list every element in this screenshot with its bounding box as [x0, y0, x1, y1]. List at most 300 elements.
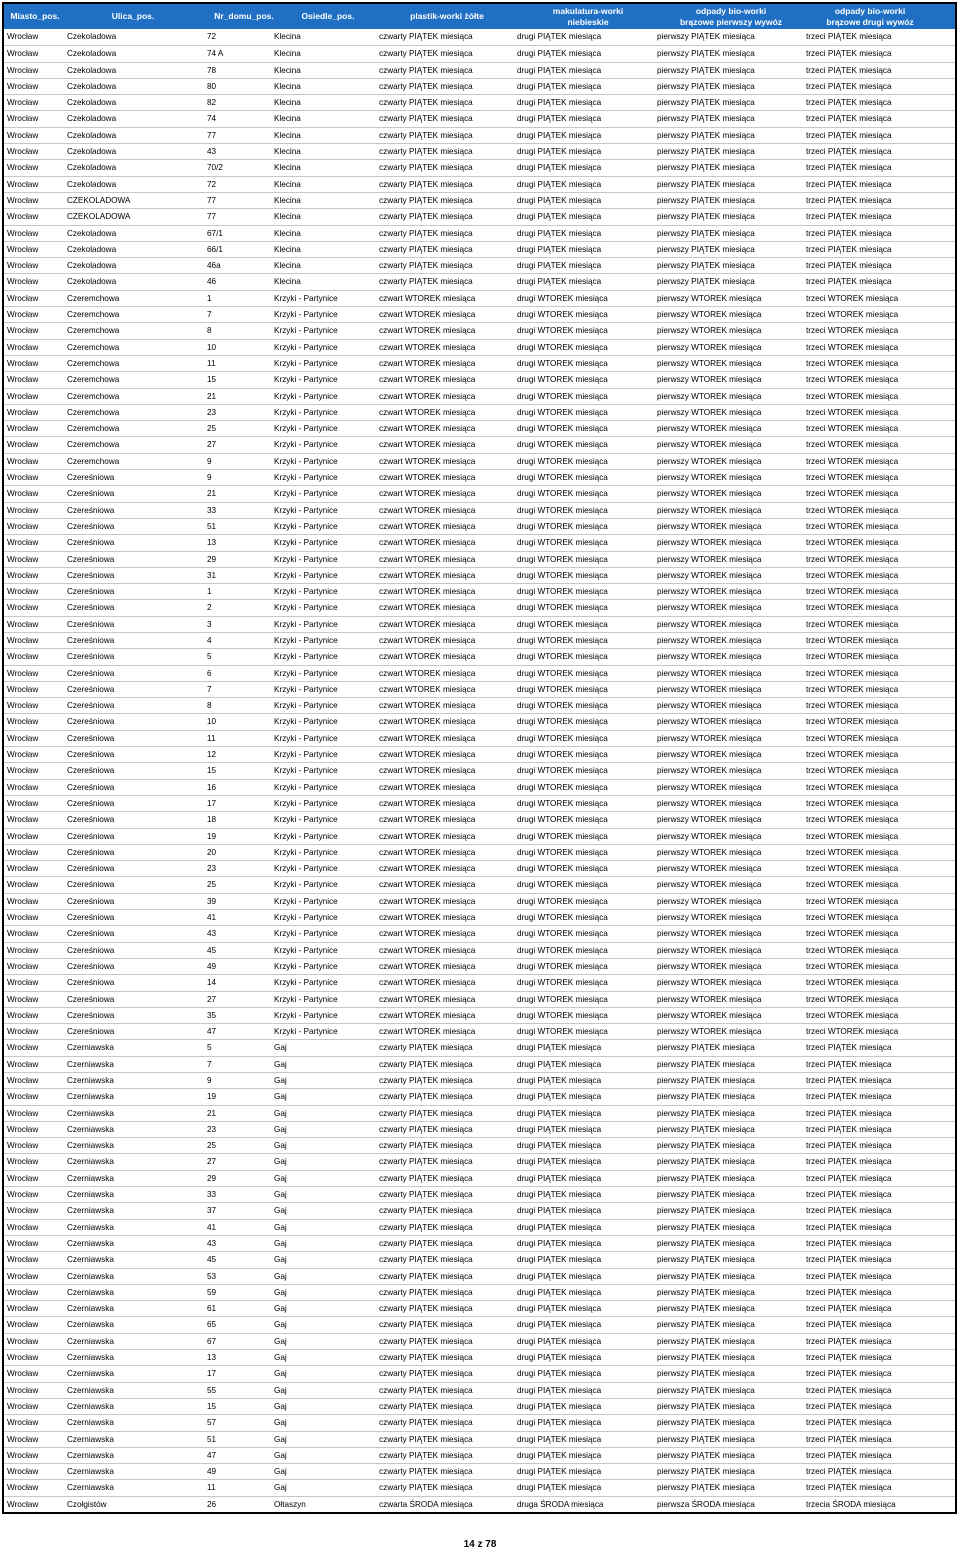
cell-ulica: Czerniawska: [67, 1222, 114, 1232]
cell-miasto: Wrocław: [7, 1450, 39, 1460]
cell-miasto: Wrocław: [7, 1010, 39, 1020]
cell-osiedle: Krzyki - Partynice: [274, 978, 338, 988]
cell-bio-pierwszy: pierwszy PIĄTEK miesiąca: [657, 1271, 755, 1281]
table-row: [4, 762, 955, 778]
cell-nr-domu: 37: [207, 1206, 217, 1216]
cell-osiedle: Krzyki - Partynice: [274, 619, 338, 629]
cell-bio-drugi: trzeci PIĄTEK miesiąca: [806, 98, 892, 108]
cell-nr-domu: 41: [207, 1222, 217, 1232]
cell-nr-domu: 57: [207, 1418, 217, 1428]
cell-bio-pierwszy: pierwszy PIĄTEK miesiąca: [657, 1483, 755, 1493]
header-bio-drugi: odpady bio-worki brązowe drugi wywóz: [826, 5, 914, 27]
cell-makulatura: drugi PIĄTEK miesiąca: [517, 65, 602, 75]
cell-makulatura: drugi WTOREK miesiąca: [517, 684, 608, 694]
cell-nr-domu: 19: [207, 1092, 217, 1102]
cell-plastik: czwarty PIĄTEK miesiąca: [379, 1124, 473, 1134]
cell-bio-drugi: trzeci WTOREK miesiąca: [806, 750, 899, 760]
cell-ulica: Czereśniowa: [67, 570, 115, 580]
cell-bio-pierwszy: pierwszy PIĄTEK miesiąca: [657, 1385, 755, 1395]
cell-bio-pierwszy: pierwszy WTOREK miesiąca: [657, 505, 762, 515]
cell-bio-drugi: trzeci WTOREK miesiąca: [806, 782, 899, 792]
cell-nr-domu: 43: [207, 147, 217, 157]
cell-bio-drugi: trzeci WTOREK miesiąca: [806, 326, 899, 336]
cell-makulatura: drugi PIĄTEK miesiąca: [517, 244, 602, 254]
cell-makulatura: drugi WTOREK miesiąca: [517, 913, 608, 923]
cell-osiedle: Gaj: [274, 1401, 287, 1411]
cell-bio-drugi: trzeci PIĄTEK miesiąca: [806, 1059, 892, 1069]
cell-osiedle: Krzyki - Partynice: [274, 310, 338, 320]
cell-bio-pierwszy: pierwszy PIĄTEK miesiąca: [657, 1206, 755, 1216]
cell-osiedle: Krzyki - Partynice: [274, 391, 338, 401]
cell-miasto: Wrocław: [7, 1092, 39, 1102]
cell-plastik: czwarty PIĄTEK miesiąca: [379, 1206, 473, 1216]
cell-nr-domu: 53: [207, 1271, 217, 1281]
table-row: [4, 1186, 955, 1202]
cell-miasto: Wrocław: [7, 831, 39, 841]
cell-bio-drugi: trzeci PIĄTEK miesiąca: [806, 1336, 892, 1346]
cell-ulica: Czereśniowa: [67, 733, 115, 743]
cell-plastik: czwart WTOREK miesiąca: [379, 652, 476, 662]
cell-nr-domu: 13: [207, 1353, 217, 1363]
cell-nr-domu: 21: [207, 489, 217, 499]
cell-miasto: Wrocław: [7, 424, 39, 434]
cell-bio-drugi: trzeci PIĄTEK miesiąca: [806, 1043, 892, 1053]
cell-plastik: czwarty PIĄTEK miesiąca: [379, 212, 473, 222]
cell-plastik: czwart WTOREK miesiąca: [379, 733, 476, 743]
cell-makulatura: drugi PIĄTEK miesiąca: [517, 1467, 602, 1477]
cell-nr-domu: 21: [207, 1108, 217, 1118]
cell-nr-domu: 49: [207, 961, 217, 971]
cell-bio-drugi: trzeci WTOREK miesiąca: [806, 815, 899, 825]
table-row: [4, 143, 955, 159]
cell-osiedle: Gaj: [274, 1141, 287, 1151]
table-row: [4, 1398, 955, 1414]
table-row: [4, 1349, 955, 1365]
cell-bio-drugi: trzeci PIĄTEK miesiąca: [806, 1255, 892, 1265]
cell-ulica: Czeremchowa: [67, 310, 120, 320]
cell-bio-drugi: trzeci PIĄTEK miesiąca: [806, 1353, 892, 1363]
cell-nr-domu: 11: [207, 358, 216, 368]
cell-bio-drugi: trzeci PIĄTEK miesiąca: [806, 130, 892, 140]
cell-miasto: Wrocław: [7, 49, 39, 59]
cell-miasto: Wrocław: [7, 635, 39, 645]
cell-miasto: Wrocław: [7, 554, 39, 564]
table-row: [4, 306, 955, 322]
cell-nr-domu: 6: [207, 668, 212, 678]
cell-osiedle: Krzyki - Partynice: [274, 945, 338, 955]
cell-nr-domu: 35: [207, 1010, 217, 1020]
cell-bio-pierwszy: pierwszy WTOREK miesiąca: [657, 342, 762, 352]
cell-bio-drugi: trzeci PIĄTEK miesiąca: [806, 1092, 892, 1102]
cell-bio-drugi: trzeci PIĄTEK miesiąca: [806, 114, 892, 124]
cell-osiedle: Krzyki - Partynice: [274, 750, 338, 760]
cell-plastik: czwarty PIĄTEK miesiąca: [379, 32, 473, 41]
cell-ulica: Czeremchowa: [67, 293, 120, 303]
cell-miasto: Wrocław: [7, 1141, 39, 1151]
cell-ulica: Czerniawska: [67, 1369, 114, 1379]
cell-ulica: Czerniawska: [67, 1353, 114, 1363]
cell-bio-drugi: trzeci PIĄTEK miesiąca: [806, 1206, 892, 1216]
cell-bio-pierwszy: pierwszy PIĄTEK miesiąca: [657, 1401, 755, 1411]
cell-miasto: Wrocław: [7, 1483, 39, 1493]
cell-miasto: Wrocław: [7, 358, 39, 368]
schedule-table: [2, 2, 957, 1514]
cell-nr-domu: 10: [207, 342, 217, 352]
cell-osiedle: Krzyki - Partynice: [274, 847, 338, 857]
cell-osiedle: Gaj: [274, 1353, 287, 1363]
cell-plastik: czwarty PIĄTEK miesiąca: [379, 244, 473, 254]
cell-makulatura: drugi PIĄTEK miesiąca: [517, 1353, 602, 1363]
cell-ulica: Czekoladowa: [67, 49, 117, 59]
table-row: [4, 45, 955, 61]
cell-bio-pierwszy: pierwszy PIĄTEK miesiąca: [657, 1222, 755, 1232]
cell-bio-pierwszy: pierwszy PIĄTEK miesiąca: [657, 1369, 755, 1379]
cell-osiedle: Gaj: [274, 1076, 287, 1085]
cell-osiedle: Klecina: [274, 277, 301, 287]
cell-bio-drugi: trzeci PIĄTEK miesiąca: [806, 1369, 892, 1379]
cell-osiedle: Gaj: [274, 1108, 287, 1118]
cell-ulica: Czekoladowa: [67, 65, 117, 75]
cell-miasto: Wrocław: [7, 489, 39, 499]
cell-osiedle: Krzyki - Partynice: [274, 880, 338, 890]
cell-nr-domu: 8: [207, 326, 212, 336]
cell-nr-domu: 17: [207, 1369, 217, 1379]
cell-plastik: czwarty PIĄTEK miesiąca: [379, 1222, 473, 1232]
cell-makulatura: drugi PIĄTEK miesiąca: [517, 1043, 602, 1053]
cell-ulica: Czerniawska: [67, 1141, 114, 1151]
cell-nr-domu: 9: [207, 456, 212, 466]
cell-ulica: CZEKOLADOWA: [67, 212, 131, 222]
cell-osiedle: Klecina: [274, 98, 301, 108]
cell-ulica: Czerniawska: [67, 1418, 114, 1428]
cell-bio-drugi: trzeci PIĄTEK miesiąca: [806, 1320, 892, 1330]
cell-bio-drugi: trzeci PIĄTEK miesiąca: [806, 1222, 892, 1232]
cell-ulica: Czereśniowa: [67, 684, 115, 694]
cell-bio-pierwszy: pierwszy WTOREK miesiąca: [657, 929, 762, 939]
table-row: [4, 599, 955, 615]
cell-bio-pierwszy: pierwszy PIĄTEK miesiąca: [657, 1304, 755, 1314]
cell-osiedle: Krzyki - Partynice: [274, 635, 338, 645]
cell-plastik: czwarty PIĄTEK miesiąca: [379, 1043, 473, 1053]
table-row: [4, 1251, 955, 1267]
cell-miasto: Wrocław: [7, 603, 39, 613]
cell-bio-pierwszy: pierwszy WTOREK miesiąca: [657, 489, 762, 499]
cell-nr-domu: 46a: [207, 261, 221, 271]
cell-plastik: czwarty PIĄTEK miesiąca: [379, 1369, 473, 1379]
cell-bio-pierwszy: pierwszy PIĄTEK miesiąca: [657, 1353, 755, 1363]
cell-bio-drugi: trzeci PIĄTEK miesiąca: [806, 1450, 892, 1460]
cell-bio-drugi: trzeci PIĄTEK miesiąca: [806, 163, 892, 173]
cell-osiedle: Klecina: [274, 163, 301, 173]
cell-plastik: czwarty PIĄTEK miesiąca: [379, 1385, 473, 1395]
cell-makulatura: drugi WTOREK miesiąca: [517, 375, 608, 385]
cell-plastik: czwart WTOREK miesiąca: [379, 310, 476, 320]
cell-ulica: Czerniawska: [67, 1124, 114, 1134]
cell-makulatura: drugi PIĄTEK miesiąca: [517, 1190, 602, 1200]
cell-plastik: czwart WTOREK miesiąca: [379, 782, 476, 792]
cell-osiedle: Krzyki - Partynice: [274, 521, 338, 531]
cell-miasto: Wrocław: [7, 1418, 39, 1428]
table-row: [4, 697, 955, 713]
cell-bio-drugi: trzeci PIĄTEK miesiąca: [806, 1304, 892, 1314]
cell-plastik: czwarty PIĄTEK miesiąca: [379, 261, 473, 271]
cell-plastik: czwarty PIĄTEK miesiąca: [379, 1271, 473, 1281]
table-row: [4, 94, 955, 110]
cell-ulica: Czeremchowa: [67, 375, 120, 385]
cell-osiedle: Gaj: [274, 1320, 287, 1330]
cell-bio-pierwszy: pierwszy PIĄTEK miesiąca: [657, 1238, 755, 1248]
cell-osiedle: Krzyki - Partynice: [274, 684, 338, 694]
cell-bio-drugi: trzeci PIĄTEK miesiąca: [806, 1271, 892, 1281]
cell-miasto: Wrocław: [7, 261, 39, 271]
cell-nr-domu: 59: [207, 1287, 217, 1297]
cell-makulatura: drugi PIĄTEK miesiąca: [517, 1450, 602, 1460]
cell-miasto: Wrocław: [7, 326, 39, 336]
cell-osiedle: Krzyki - Partynice: [274, 358, 338, 368]
table-row: [4, 795, 955, 811]
cell-makulatura: drugi PIĄTEK miesiąca: [517, 1108, 602, 1118]
cell-nr-domu: 55: [207, 1385, 217, 1395]
cell-makulatura: drugi WTOREK miesiąca: [517, 864, 608, 874]
cell-plastik: czwart WTOREK miesiąca: [379, 929, 476, 939]
cell-ulica: Czekoladowa: [67, 261, 117, 271]
cell-makulatura: drugi WTOREK miesiąca: [517, 407, 608, 417]
cell-makulatura: drugi WTOREK miesiąca: [517, 587, 608, 597]
cell-nr-domu: 13: [207, 538, 217, 548]
cell-ulica: Czereśniowa: [67, 652, 115, 662]
cell-ulica: Czereśniowa: [67, 473, 115, 483]
cell-ulica: Czerniawska: [67, 1108, 114, 1118]
table-row: [4, 1268, 955, 1284]
cell-bio-pierwszy: pierwszy PIĄTEK miesiąca: [657, 179, 755, 189]
cell-miasto: Wrocław: [7, 1499, 39, 1509]
cell-ulica: Czerniawska: [67, 1043, 114, 1053]
cell-osiedle: Krzyki - Partynice: [274, 929, 338, 939]
cell-miasto: Wrocław: [7, 945, 39, 955]
cell-bio-drugi: trzeci WTOREK miesiąca: [806, 293, 899, 303]
cell-makulatura: drugi PIĄTEK miesiąca: [517, 1304, 602, 1314]
cell-bio-pierwszy: pierwszy WTOREK miesiąca: [657, 326, 762, 336]
cell-ulica: Czekoladowa: [67, 32, 117, 41]
cell-makulatura: drugi WTOREK miesiąca: [517, 310, 608, 320]
cell-osiedle: Gaj: [274, 1304, 287, 1314]
cell-nr-domu: 14: [207, 978, 217, 988]
cell-nr-domu: 25: [207, 424, 217, 434]
table-row: [4, 241, 955, 257]
cell-osiedle: Gaj: [274, 1043, 287, 1053]
cell-bio-pierwszy: pierwszy WTOREK miesiąca: [657, 668, 762, 678]
cell-ulica: Czereśniowa: [67, 815, 115, 825]
cell-makulatura: drugi WTOREK miesiąca: [517, 293, 608, 303]
cell-makulatura: drugi WTOREK miesiąca: [517, 766, 608, 776]
cell-miasto: Wrocław: [7, 521, 39, 531]
cell-makulatura: drugi PIĄTEK miesiąca: [517, 114, 602, 124]
cell-bio-pierwszy: pierwszy WTOREK miesiąca: [657, 440, 762, 450]
cell-makulatura: drugi WTOREK miesiąca: [517, 440, 608, 450]
table-row: [4, 420, 955, 436]
cell-nr-domu: 8: [207, 701, 212, 711]
cell-bio-drugi: trzeci WTOREK miesiąca: [806, 635, 899, 645]
cell-ulica: Czerniawska: [67, 1385, 114, 1395]
cell-nr-domu: 20: [207, 847, 217, 857]
table-row: [4, 648, 955, 664]
table-row: [4, 453, 955, 469]
cell-osiedle: Gaj: [274, 1157, 287, 1167]
cell-ulica: Czereśniowa: [67, 489, 115, 499]
cell-bio-pierwszy: pierwszy PIĄTEK miesiąca: [657, 1287, 755, 1297]
cell-nr-domu: 65: [207, 1320, 217, 1330]
cell-osiedle: Krzyki - Partynice: [274, 1027, 338, 1037]
cell-osiedle: Krzyki - Partynice: [274, 326, 338, 336]
cell-miasto: Wrocław: [7, 277, 39, 287]
cell-miasto: Wrocław: [7, 798, 39, 808]
cell-osiedle: Krzyki - Partynice: [274, 342, 338, 352]
cell-miasto: Wrocław: [7, 310, 39, 320]
cell-bio-drugi: trzeci PIĄTEK miesiąca: [806, 1467, 892, 1477]
cell-bio-pierwszy: pierwszy PIĄTEK miesiąca: [657, 244, 755, 254]
cell-ulica: Czereśniowa: [67, 929, 115, 939]
cell-plastik: czwart WTOREK miesiąca: [379, 456, 476, 466]
cell-makulatura: drugi WTOREK miesiąca: [517, 603, 608, 613]
table-row: [4, 62, 955, 78]
cell-makulatura: drugi WTOREK miesiąca: [517, 424, 608, 434]
table-row: [4, 1137, 955, 1153]
cell-osiedle: Krzyki - Partynice: [274, 961, 338, 971]
cell-nr-domu: 80: [207, 81, 217, 91]
cell-miasto: Wrocław: [7, 1059, 39, 1069]
table-row: [4, 469, 955, 485]
cell-plastik: czwart WTOREK miesiąca: [379, 440, 476, 450]
cell-ulica: Czeremchowa: [67, 391, 120, 401]
cell-miasto: Wrocław: [7, 570, 39, 580]
cell-ulica: Czerniawska: [67, 1059, 114, 1069]
cell-osiedle: Klecina: [274, 179, 301, 189]
cell-ulica: Czekoladowa: [67, 81, 117, 91]
cell-miasto: Wrocław: [7, 978, 39, 988]
cell-plastik: czwarty PIĄTEK miesiąca: [379, 130, 473, 140]
cell-bio-drugi: trzeci PIĄTEK miesiąca: [806, 1434, 892, 1444]
cell-bio-pierwszy: pierwszy PIĄTEK miesiąca: [657, 130, 755, 140]
cell-plastik: czwarty PIĄTEK miesiąca: [379, 1336, 473, 1346]
table-row: [4, 1284, 955, 1300]
cell-osiedle: Krzyki - Partynice: [274, 668, 338, 678]
cell-plastik: czwarty PIĄTEK miesiąca: [379, 1059, 473, 1069]
cell-makulatura: drugi WTOREK miesiąca: [517, 733, 608, 743]
cell-ulica: Czereśniowa: [67, 1027, 115, 1037]
table-row: [4, 909, 955, 925]
cell-bio-pierwszy: pierwszy WTOREK miesiąca: [657, 978, 762, 988]
cell-ulica: Czereśniowa: [67, 538, 115, 548]
cell-nr-domu: 33: [207, 505, 217, 515]
table-row: [4, 1072, 955, 1088]
cell-bio-drugi: trzeci PIĄTEK miesiąca: [806, 1108, 892, 1118]
cell-plastik: czwart WTOREK miesiąca: [379, 326, 476, 336]
cell-osiedle: Gaj: [274, 1369, 287, 1379]
cell-osiedle: Gaj: [274, 1434, 287, 1444]
cell-plastik: czwart WTOREK miesiąca: [379, 424, 476, 434]
cell-ulica: Czereśniowa: [67, 847, 115, 857]
cell-osiedle: Krzyki - Partynice: [274, 554, 338, 564]
header-nr-domu: Nr_domu_pos.: [214, 11, 274, 21]
cell-bio-pierwszy: pierwszy PIĄTEK miesiąca: [657, 1255, 755, 1265]
cell-ulica: Czeremchowa: [67, 326, 120, 336]
cell-makulatura: drugi PIĄTEK miesiąca: [517, 1369, 602, 1379]
table-row: [4, 1202, 955, 1218]
cell-plastik: czwarty PIĄTEK miesiąca: [379, 1401, 473, 1411]
cell-osiedle: Gaj: [274, 1336, 287, 1346]
cell-makulatura: drugi WTOREK miesiąca: [517, 554, 608, 564]
cell-bio-drugi: trzeci WTOREK miesiąca: [806, 701, 899, 711]
cell-bio-drugi: trzeci PIĄTEK miesiąca: [806, 1483, 892, 1493]
cell-nr-domu: 43: [207, 929, 217, 939]
cell-osiedle: Gaj: [274, 1222, 287, 1232]
cell-bio-drugi: trzeci PIĄTEK miesiąca: [806, 1287, 892, 1297]
cell-osiedle: Krzyki - Partynice: [274, 375, 338, 385]
cell-makulatura: drugi PIĄTEK miesiąca: [517, 261, 602, 271]
cell-bio-pierwszy: pierwszy WTOREK miesiąca: [657, 570, 762, 580]
cell-plastik: czwart WTOREK miesiąca: [379, 701, 476, 711]
cell-bio-pierwszy: pierwszy WTOREK miesiąca: [657, 521, 762, 531]
cell-ulica: Czerniawska: [67, 1157, 114, 1167]
cell-plastik: czwart WTOREK miesiąca: [379, 391, 476, 401]
cell-bio-drugi: trzeci WTOREK miesiąca: [806, 733, 899, 743]
table-row: [4, 1447, 955, 1463]
cell-osiedle: Klecina: [274, 114, 301, 124]
table-row: [4, 1007, 955, 1023]
cell-bio-pierwszy: pierwszy WTOREK miesiąca: [657, 652, 762, 662]
table-row: [4, 127, 955, 143]
cell-ulica: Czołgistów: [67, 1499, 107, 1509]
cell-ulica: Czereśniowa: [67, 978, 115, 988]
cell-miasto: Wrocław: [7, 1271, 39, 1281]
cell-miasto: Wrocław: [7, 195, 39, 205]
cell-osiedle: Gaj: [274, 1271, 287, 1281]
cell-osiedle: Gaj: [274, 1190, 287, 1200]
cell-ulica: Czereśniowa: [67, 505, 115, 515]
cell-bio-drugi: trzeci WTOREK miesiąca: [806, 864, 899, 874]
cell-ulica: Czekoladowa: [67, 114, 117, 124]
table-row: [4, 779, 955, 795]
cell-bio-drugi: trzeci PIĄTEK miesiąca: [806, 179, 892, 189]
cell-bio-drugi: trzeci PIĄTEK miesiąca: [806, 1141, 892, 1151]
cell-miasto: Wrocław: [7, 1467, 39, 1477]
cell-makulatura: drugi WTOREK miesiąca: [517, 896, 608, 906]
cell-ulica: Czereśniowa: [67, 554, 115, 564]
cell-nr-domu: 11: [207, 733, 216, 743]
cell-makulatura: drugi PIĄTEK miesiąca: [517, 1238, 602, 1248]
cell-nr-domu: 23: [207, 407, 217, 417]
cell-nr-domu: 18: [207, 815, 217, 825]
cell-plastik: czwart WTOREK miesiąca: [379, 342, 476, 352]
cell-nr-domu: 17: [207, 798, 217, 808]
cell-osiedle: Gaj: [274, 1092, 287, 1102]
cell-bio-drugi: trzeci WTOREK miesiąca: [806, 913, 899, 923]
cell-plastik: czwart WTOREK miesiąca: [379, 293, 476, 303]
cell-nr-domu: 51: [207, 1434, 217, 1444]
table-body: [4, 29, 955, 1512]
cell-plastik: czwarty PIĄTEK miesiąca: [379, 49, 473, 59]
cell-nr-domu: 72: [207, 179, 217, 189]
cell-plastik: czwarty PIĄTEK miesiąca: [379, 98, 473, 108]
cell-nr-domu: 27: [207, 994, 217, 1004]
cell-osiedle: Krzyki - Partynice: [274, 1010, 338, 1020]
table-row: [4, 616, 955, 632]
cell-ulica: Czereśniowa: [67, 945, 115, 955]
cell-miasto: Wrocław: [7, 538, 39, 548]
cell-nr-domu: 10: [207, 717, 217, 727]
cell-nr-domu: 74 A: [207, 49, 224, 59]
table-row: [4, 78, 955, 94]
